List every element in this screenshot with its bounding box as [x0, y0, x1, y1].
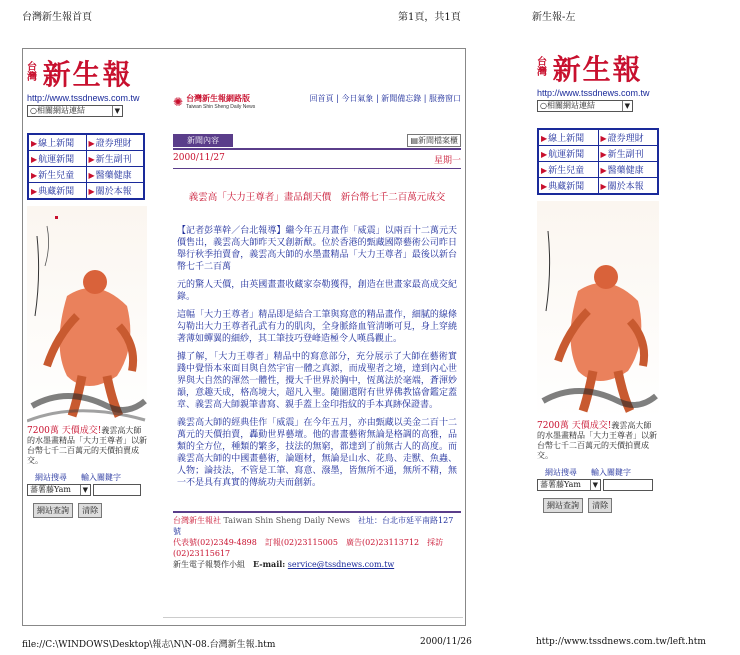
article-date: 2000/11/27 [173, 153, 225, 163]
triangle-icon: ▶ [88, 171, 95, 180]
arhat-painting-image [27, 206, 147, 424]
nav-item-children[interactable]: ▶新生兒童 [539, 162, 599, 178]
clear-button-copy[interactable]: 清除 [588, 498, 612, 513]
paragraph: 【記者彭華幹／台北報導】繼今年五月畫作「威震」以兩百十二萬元天價售出，義雲高大師昨天又創新猷。位於香港的甄藏國際藝術公司昨日舉行秋季拍賣會，義雲高大師的水墨畫精品「大力王尊者」最後以新台幣七千二百萬 [177, 226, 457, 272]
article-body [173, 225, 461, 489]
nav-item-archive[interactable]: ▶典藏新聞 [29, 183, 87, 199]
horizontal-scrollbar[interactable] [163, 617, 463, 623]
nav-item-shipping[interactable]: ▶航運新聞 [539, 146, 599, 162]
related-sites-select-copy[interactable]: ○相關網站連結 ▼ [537, 100, 633, 112]
footer-email-link[interactable]: service@tssdnews.com.tw [287, 560, 395, 569]
keyword-input[interactable] [93, 484, 141, 496]
logo[interactable] [27, 53, 155, 93]
chevron-down-icon: ▼ [622, 101, 630, 111]
triangle-icon: ▶ [31, 139, 38, 148]
left-frame-copy [537, 48, 667, 513]
keyword-label: 輸入關鍵字 [81, 473, 121, 482]
site-search-button-copy[interactable]: 網站查詢 [543, 498, 583, 513]
archive-link[interactable]: ▤新聞檔案櫃 [407, 134, 461, 147]
chevron-down-icon: ▼ [590, 480, 598, 490]
top-link-service[interactable]: 服務窗口 [429, 94, 461, 103]
promo-text: 7200萬 天價成交!義雲高大師的水墨畫精品「大力王尊者」以新台幣七千二百萬元的天價拍賣成交。 [27, 426, 147, 465]
logo-url[interactable]: http://www.tssdnews.com.tw [27, 93, 140, 103]
headline: 義雲高「大力王尊者」畫品創天價 新台幣七千二百萬元成交 [188, 192, 446, 203]
top-links: 回首頁 | 今日氣象 | 新聞備忘錄 | 服務窗口 [309, 94, 461, 103]
site-brand[interactable]: ✺ 台灣新生報網路版 Taiwan Shin Sheng Daily News [173, 93, 256, 110]
nav-item-online-news[interactable]: ▶線上新聞 [29, 135, 87, 151]
nav-item-archive[interactable]: ▶典藏新聞 [539, 178, 599, 194]
nav-item-supplement[interactable]: ▶新生副刊 [86, 151, 144, 167]
top-link-memo[interactable]: 新聞備忘錄 [381, 94, 422, 103]
search-box-copy: 網站搜尋 輸入關鍵字 蕃薯藤Yam ▼ 網站查詢 清除 [537, 467, 667, 513]
logo-copy[interactable]: 台灣 新生報 [537, 53, 643, 86]
promo-text-copy: 7200萬 天價成交!義雲高大師的水墨畫精品「大力王尊者」以新台幣七千二百萬元的天價拍賣成交。 [537, 421, 657, 460]
print-header-title: 台灣新生報首頁 [22, 12, 92, 23]
article-weekday: 星期一 [433, 156, 461, 166]
print-footer-date: 2000/11/26 [420, 637, 472, 647]
related-sites-label: ○相關網站連結 [30, 106, 85, 115]
print-footer-path: file://C:\WINDOWS\Desktop\報志\N\N-08.台灣新生報.htm [22, 640, 276, 650]
nav-item-securities[interactable]: ▶證券理財 [86, 135, 144, 151]
triangle-icon: ▶ [88, 155, 95, 164]
paragraph: 這幅「大力王尊者」精品即是結合工筆與寫意的精品畫作，細膩的線條勾勒出大力王尊者孔武有力的肌肉，全身脈絡血管清晰可見，身上穿繞著薄如蟬翼的細紗，其工筆技巧登峰造極令人嘆爲觀止。 [177, 310, 457, 344]
folder-icon: ▤ [410, 136, 418, 145]
site-footer: 台灣新生報社 Taiwan Shin Sheng Daily News 社址：台北市延平南路127號 代表號(02)2349-4898 訂報(02)23115005 廣告(02)23113712 採訪(02)23115617 新生電子報製作小組 E-mail: service@tssdnews.com.tw [173, 511, 461, 570]
nav-item-shipping[interactable]: ▶航運新聞 [29, 151, 87, 167]
nav-item-online-news[interactable]: ▶線上新聞 [539, 130, 599, 146]
related-sites-select[interactable] [27, 105, 123, 117]
site-search-label: 網站搜尋 [35, 473, 67, 482]
footer-company: 台灣新生報社 [173, 516, 221, 525]
promo-highlight[interactable]: 7200萬 天價成交! [27, 426, 102, 436]
clear-button[interactable]: 清除 [78, 503, 102, 518]
content-column [173, 93, 461, 570]
logo-url-copy[interactable]: http://www.tssdnews.com.tw [537, 88, 650, 98]
print-header-right: 新生報-左 [532, 12, 576, 23]
brand-icon: ✺ [173, 94, 184, 109]
site-search-button[interactable]: 網站查詢 [33, 503, 73, 518]
promo-painting[interactable] [27, 206, 147, 424]
triangle-icon: ▶ [88, 139, 95, 148]
promo-painting-copy[interactable] [537, 201, 659, 419]
top-link-home[interactable]: 回首頁 [309, 94, 334, 103]
print-footer-url: http://www.tssdnews.com.tw/left.htm [536, 637, 706, 647]
nav-item-health[interactable]: ▶醫藥健康 [86, 167, 144, 183]
nav-item-supplement[interactable]: ▶新生副刊 [598, 146, 658, 162]
triangle-icon: ▶ [31, 155, 38, 164]
chevron-down-icon: ▼ [112, 106, 120, 116]
section-title: 新聞內容 [173, 134, 233, 147]
search-engine-select-copy[interactable]: 蕃薯藤Yam ▼ [537, 479, 601, 491]
logo-small-text: 台灣 [27, 62, 37, 83]
arhat-painting-image [537, 201, 659, 419]
triangle-icon: ▶ [88, 187, 95, 196]
paragraph: 據了解，「大力王尊者」精品中的寫意部分，充分展示了大師在藝術實踐中覺悟本來面目與自然宇宙一體之真源，而成聖者之境，達到內心世界與大自然的渾然一體性，攪大千世界於胸中，恆萬法於毫端，蒼渾妙韻，意趣天成，格高境大，超凡入聖。隨圖還附有世界佛教協會鑑定蓋章、義雲高大師親筆書寫、親手蓋上金印指紋的手本真跡保證書。 [177, 352, 457, 410]
triangle-icon: ▶ [31, 187, 38, 196]
top-link-weather[interactable]: 今日氣象 [341, 94, 374, 103]
paragraph: 義雲高大師的經典佳作「威震」在今年五月，亦由甄藏以美金二百十二萬元的天價拍賣，轟動世界藝壇。他的書畫藝術無論是格調的高雅，品類的全方位，種類的繁多，技法的無窮，都達到了前無古人的高度。而義雲高大師的中國畫藝術，論題材，無論是山水、花鳥、走獸、魚蟲、人物；論技法，不管是工筆、寫意、潑墨，皆無所不通，無所不精，無一不是具有真實的傳統功夫而創新。 [177, 418, 457, 488]
logo-big-text: 新生報 [42, 58, 133, 91]
triangle-icon: ▶ [31, 171, 38, 180]
nav-item-health[interactable]: ▶醫藥健康 [598, 162, 658, 178]
nav-item-about[interactable]: ▶關於本報 [86, 183, 144, 199]
search-box [27, 472, 155, 518]
paragraph: 元的驚人天價，由英國畫畫收藏家奈勒獲得，創造在世畫家最高成交紀錄。 [177, 280, 457, 302]
nav-item-securities[interactable]: ▶證券理財 [598, 130, 658, 146]
footer-phones: 代表號(02)2349-4898 訂報(02)23115005 廣告(02)23113712 採訪(02)23115617 [173, 538, 444, 558]
nav-menu-copy [537, 128, 659, 195]
chevron-down-icon: ▼ [80, 485, 88, 495]
search-engine-select[interactable]: 蕃薯藤Yam ▼ [27, 484, 91, 496]
keyword-input-copy[interactable] [603, 479, 653, 491]
print-header-page: 第1頁，共1頁 [398, 12, 461, 23]
main-page [22, 48, 466, 626]
nav-menu [27, 133, 145, 200]
section-bar [173, 134, 461, 150]
left-column [27, 53, 155, 518]
nav-item-children[interactable]: ▶新生兒童 [29, 167, 87, 183]
nav-item-about[interactable]: ▶關於本報 [598, 178, 658, 194]
